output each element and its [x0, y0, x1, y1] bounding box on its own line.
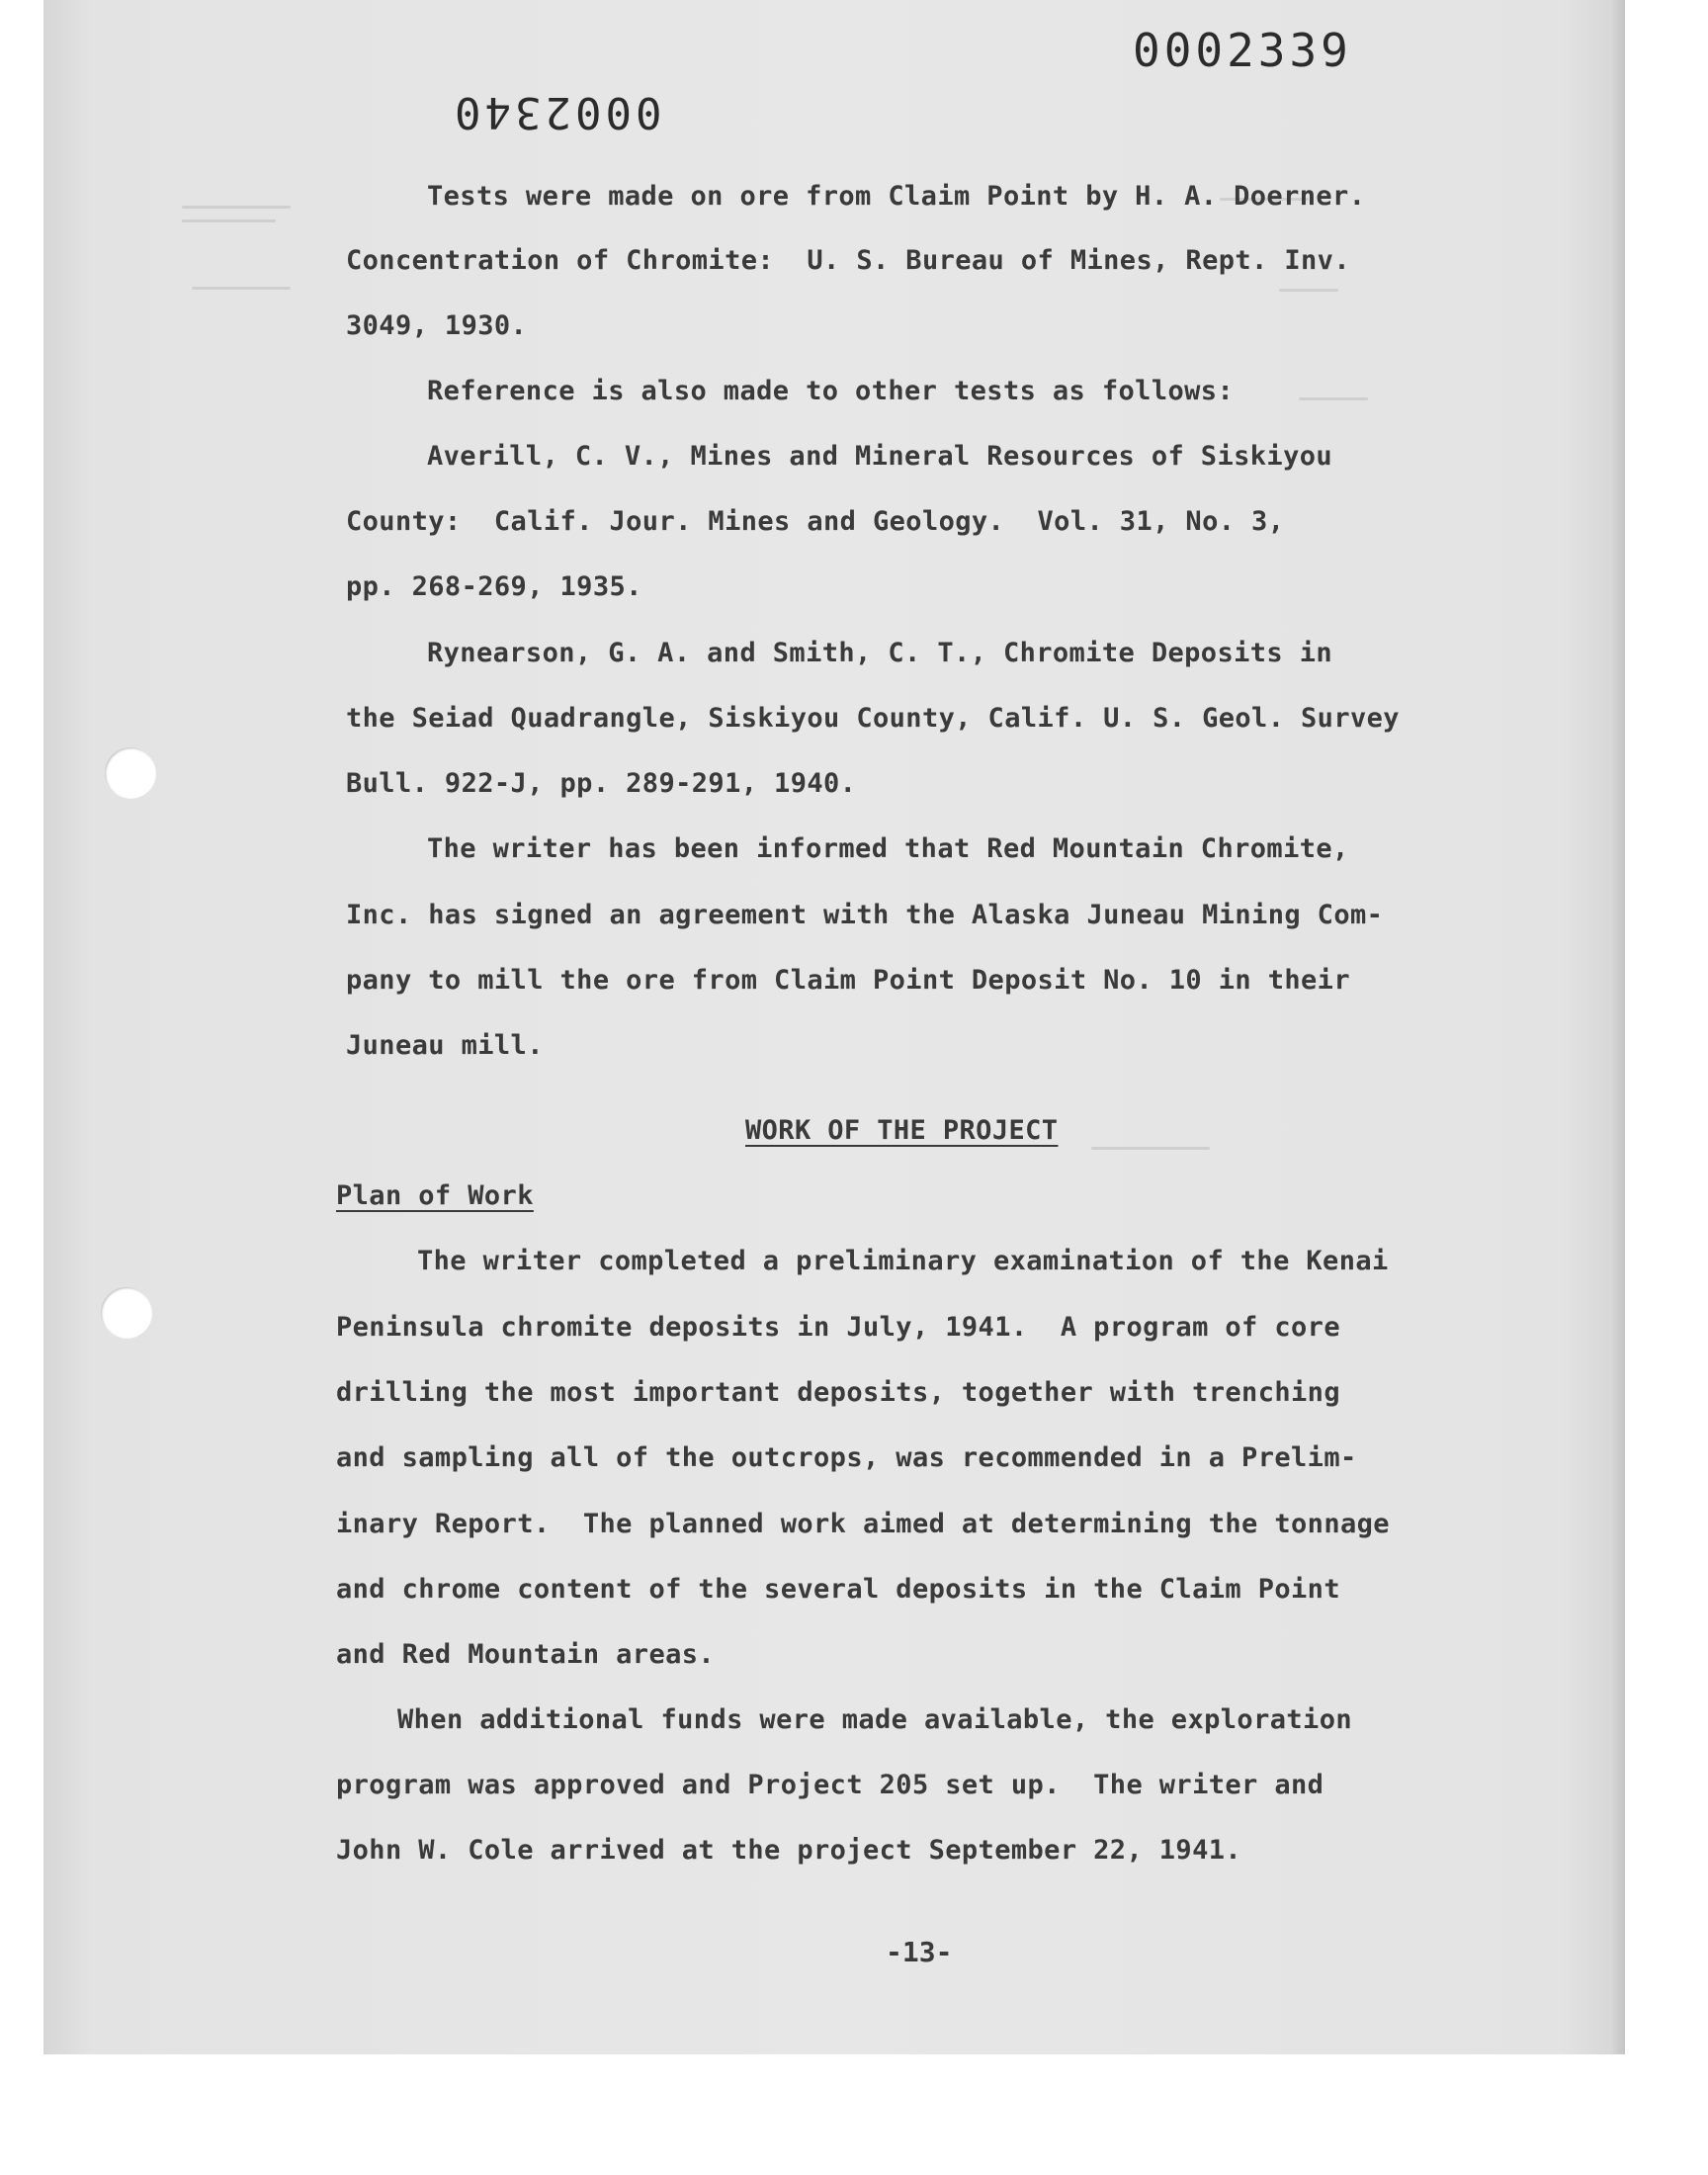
punch-hole: [101, 1287, 152, 1339]
text-line: Reference is also made to other tests as follows:: [427, 376, 1235, 406]
text-line: and Red Mountain areas.: [336, 1639, 716, 1670]
text-line: Inc. has signed an agreement with the Alaska Juneau Mining Com-: [346, 900, 1384, 930]
text-line: The writer completed a preliminary examination of the Kenai: [417, 1246, 1389, 1276]
text-line: drilling the most important deposits, together with trenching: [336, 1377, 1340, 1408]
text-line: and sampling all of the outcrops, was recommended in a Prelim-: [336, 1442, 1357, 1473]
bleed-through-mark: [1299, 397, 1368, 400]
text-line: program was approved and Project 205 set up. The writer and: [336, 1770, 1324, 1800]
text-line: John W. Cole arrived at the project September 22, 1941.: [336, 1835, 1242, 1866]
text-line: Averill, C. V., Mines and Mineral Resources of Siskiyou: [427, 441, 1333, 472]
text-line: inary Report. The planned work aimed at determining the tonnage: [336, 1509, 1390, 1539]
text-line: 3049, 1930.: [346, 310, 528, 341]
bleed-through-mark: [1279, 289, 1338, 292]
text-line: Juneau mill.: [346, 1030, 544, 1061]
bleed-through-mark: [1091, 1147, 1210, 1150]
text-line: County: Calif. Jour. Mines and Geology. Vol. 31, No. 3,: [346, 506, 1285, 537]
text-line: Rynearson, G. A. and Smith, C. T., Chromite Deposits in: [427, 638, 1333, 668]
scanned-page: [43, 0, 1625, 2054]
text-line: Peninsula chromite deposits in July, 1941. A program of core: [336, 1312, 1340, 1343]
text-line: and chrome content of the several deposits in the Claim Point: [336, 1574, 1340, 1605]
punch-hole: [105, 747, 156, 799]
bleed-through-mark: [182, 206, 291, 209]
bleed-through-mark: [192, 287, 291, 290]
text-line: Bull. 922-J, pp. 289-291, 1940.: [346, 768, 857, 799]
text-line: The writer has been informed that Red Mountain Chromite,: [427, 833, 1349, 864]
text-line: Concentration of Chromite: U. S. Bureau of Mines, Rept. Inv.: [346, 245, 1350, 276]
section-heading: WORK OF THE PROJECT: [745, 1115, 1059, 1146]
bleed-through-mark: [182, 219, 276, 222]
text-line: pp. 268-269, 1935.: [346, 571, 642, 602]
document-number-stamp: 0002339: [1133, 24, 1352, 77]
text-line: When additional funds were made available, the exploration: [397, 1704, 1353, 1735]
page-edge-shadow: [1611, 0, 1625, 2054]
page-number: -13-: [886, 1936, 953, 1968]
text-line: pany to mill the ore from Claim Point Deposit No. 10 in their: [346, 965, 1350, 996]
text-line: Tests were made on ore from Claim Point by H. A. Doerner.: [427, 181, 1366, 212]
subheading: Plan of Work: [336, 1180, 534, 1211]
inverted-document-number-stamp: 0002340: [451, 87, 662, 137]
text-line: the Seiad Quadrangle, Siskiyou County, Calif. U. S. Geol. Survey: [346, 703, 1400, 734]
